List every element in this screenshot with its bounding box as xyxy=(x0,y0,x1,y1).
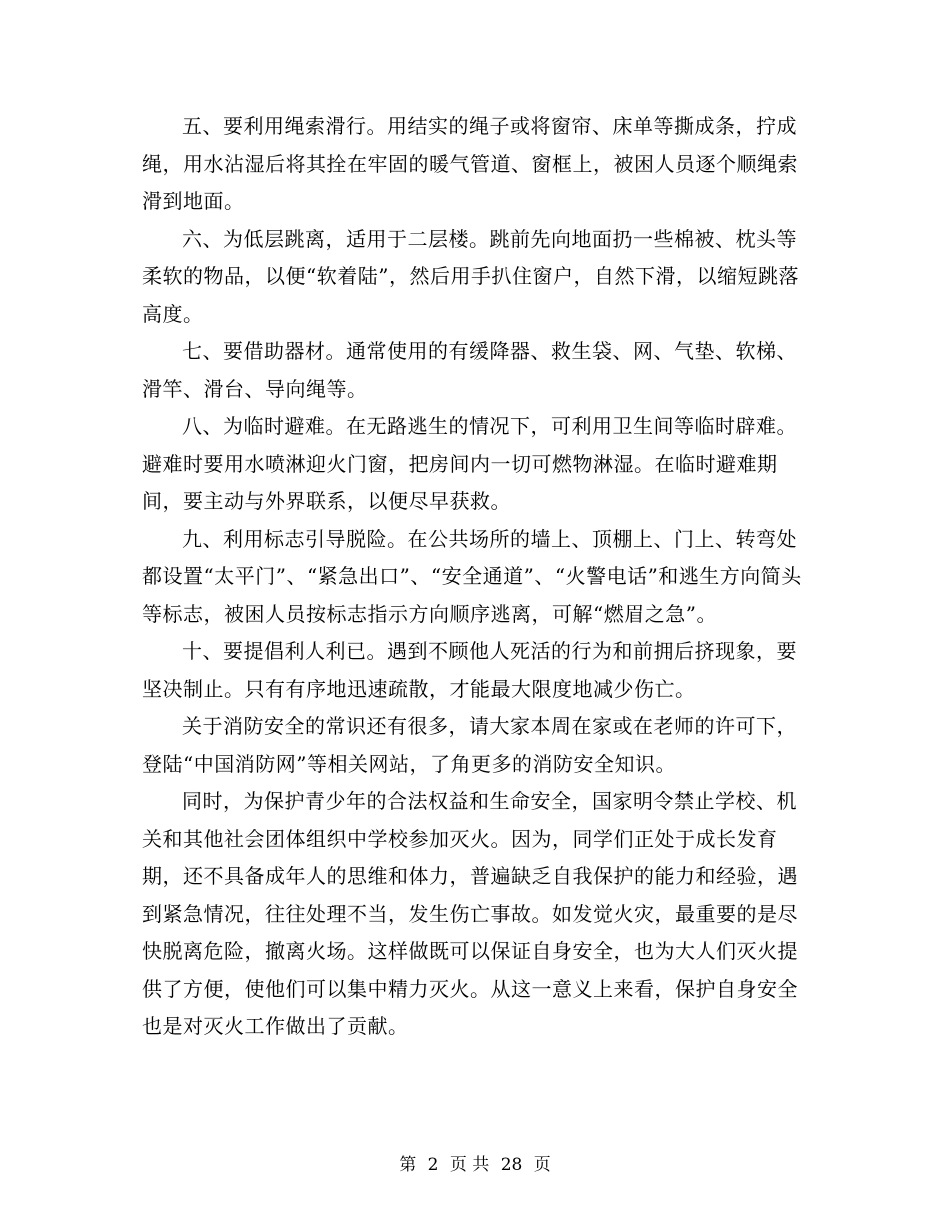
paragraph-youth-safety: 同时，为保护青少年的合法权益和生命安全，国家明令禁止学校、机关和其他社会团体组织中学校参加灭火。因为，同学们正处于成长发育期，还不具备成年人的思维和体力，普遍缺乏自我保护的能力和经验，遇到紧急情况，往往处理不当，发生伤亡事故。如发觉火灾，最重要的是尽快脱离危险，撤离火场。这样做既可以保证自身安全，也为大人们灭火提供了方便，使他们可以集中精力灭火。从这一意义上来看，保护自身安全也是对灭火工作做出了贡献。 xyxy=(142,789,798,1038)
paragraph-equipment: 七、要借助器材。通常使用的有缓降器、救生袋、网、气垫、软梯、滑竿、滑台、导向绳等。 xyxy=(142,339,797,401)
document-body xyxy=(142,108,808,1046)
footer-prefix: 第 xyxy=(399,1155,417,1175)
footer-suffix: 页 xyxy=(533,1155,551,1175)
page-footer xyxy=(0,1150,950,1175)
paragraph-more-knowledge: 关于消防安全的常识还有很多，请大家本周在家或在老师的许可下，登陆“中国消防网”等相关网站，了角更多的消防安全知识。 xyxy=(142,714,797,776)
paragraph-escape-rope: 五、要利用绳索滑行。用结实的绳子或将窗帘、床单等撕成条，拧成绳，用水沾湿后将其拴在牢固的暖气管道、窗框上，被困人员逐个顺绳索滑到地面。 xyxy=(142,114,798,213)
footer-total-pages: 28 xyxy=(500,1155,523,1175)
footer-page-number: 2 xyxy=(427,1155,439,1175)
paragraph-low-floor-jump: 六、为低层跳离，适用于二层楼。跳前先向地面扔一些棉被、枕头等柔软的物品，以便“软着陆”，然后用手扒住窗户，自然下滑，以缩短跳落高度。 xyxy=(142,226,799,326)
paragraph-exit-signs: 九、利用标志引导脱险。在公共场所的墙上、顶棚上、门上、转弯处都设置“太平门”、“紧急出口”、“安全通道”、“火警电话”和逃生方向简头等标志，被困人员按标志指示方向顺序逃离，可解“燃眉之急”。 xyxy=(142,526,802,626)
footer-middle: 页 共 xyxy=(449,1155,490,1175)
paragraph-temporary-refuge: 八、为临时避难。在无路逃生的情况下，可利用卫生间等临时辟难。避难时要用水喷淋迎火门窗，把房间内一切可燃物淋湿。在临时避难期间，要主动与外界联系，以便尽早获救。 xyxy=(142,414,797,513)
paragraph-help-others: 十、要提倡利人利已。遇到不顾他人死活的行为和前拥后挤现象，要坚决制止。只有有序地迅速疏散，才能最大限度地减少伤亡。 xyxy=(142,639,797,701)
